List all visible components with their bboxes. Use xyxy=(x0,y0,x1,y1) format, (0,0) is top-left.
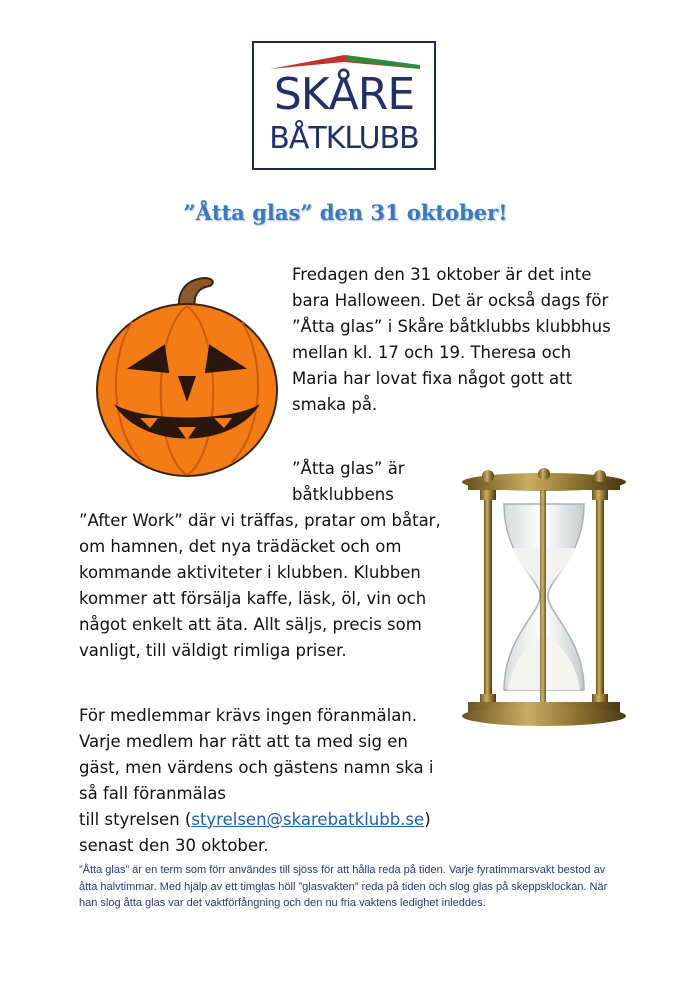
registration-contact-line xyxy=(79,807,439,833)
board-email-link[interactable]: styrelsen@skarebatklubb.se xyxy=(191,810,425,829)
jack-o-lantern-icon xyxy=(92,272,282,482)
registration-paragraph xyxy=(79,703,439,859)
intro-paragraph: Fredagen den 31 oktober är det inte bara Halloween. Det är också dags för ”Åtta glas” i Skåre båtklubbs klubbhus mellan kl. 17 och 19. Theresa och Maria har lovat fixa något gott att smaka på. xyxy=(292,265,611,414)
page-title: ”Åtta glas” den 31 oktober! xyxy=(183,200,508,225)
contact-prefix: till styrelsen ( xyxy=(79,810,192,829)
after-work-paragraph: ”After Work” där vi träffas, pratar om båtar, om hamnen, det nya trädäcket och om kommande aktiviteter i klubben. Klubben kommer att försälja kaffe, läsk, öl, vin och något enkelt att äta. Allt säljs, precis som vanligt, till väldigt rimliga priser. xyxy=(79,511,441,660)
registration-text: För medlemmar krävs ingen föranmälan. Varje medlem har rätt att ta med sig en gäst, men värdens och gästens namn ska i så fall föranmälas xyxy=(79,706,434,803)
hourglass-icon xyxy=(460,468,628,730)
contact-suffix: ) xyxy=(424,810,431,829)
after-work-paragraph-start: ”Åtta glas” är båtklubbens xyxy=(292,459,405,504)
club-logo xyxy=(252,41,436,170)
registration-deadline: senast den 30 oktober. xyxy=(79,836,269,855)
logo-word-batklubb: BÅTKLUBB xyxy=(269,121,419,156)
footnote: ”Åtta glas” är en term som förr användes till sjöss för att hålla reda på tiden. Varje fyratimmarsvakt bestod av åtta halvtimmar. Med hjälp av ett timglas höll ”glasvakten” reda på tiden och slog glas på skeppsklockan. När han slog åtta glas var det vaktförfångning och den nu fria vaktens ledighet inleddes. xyxy=(79,864,608,909)
logo-word-skare: SKÅRE xyxy=(273,69,415,120)
